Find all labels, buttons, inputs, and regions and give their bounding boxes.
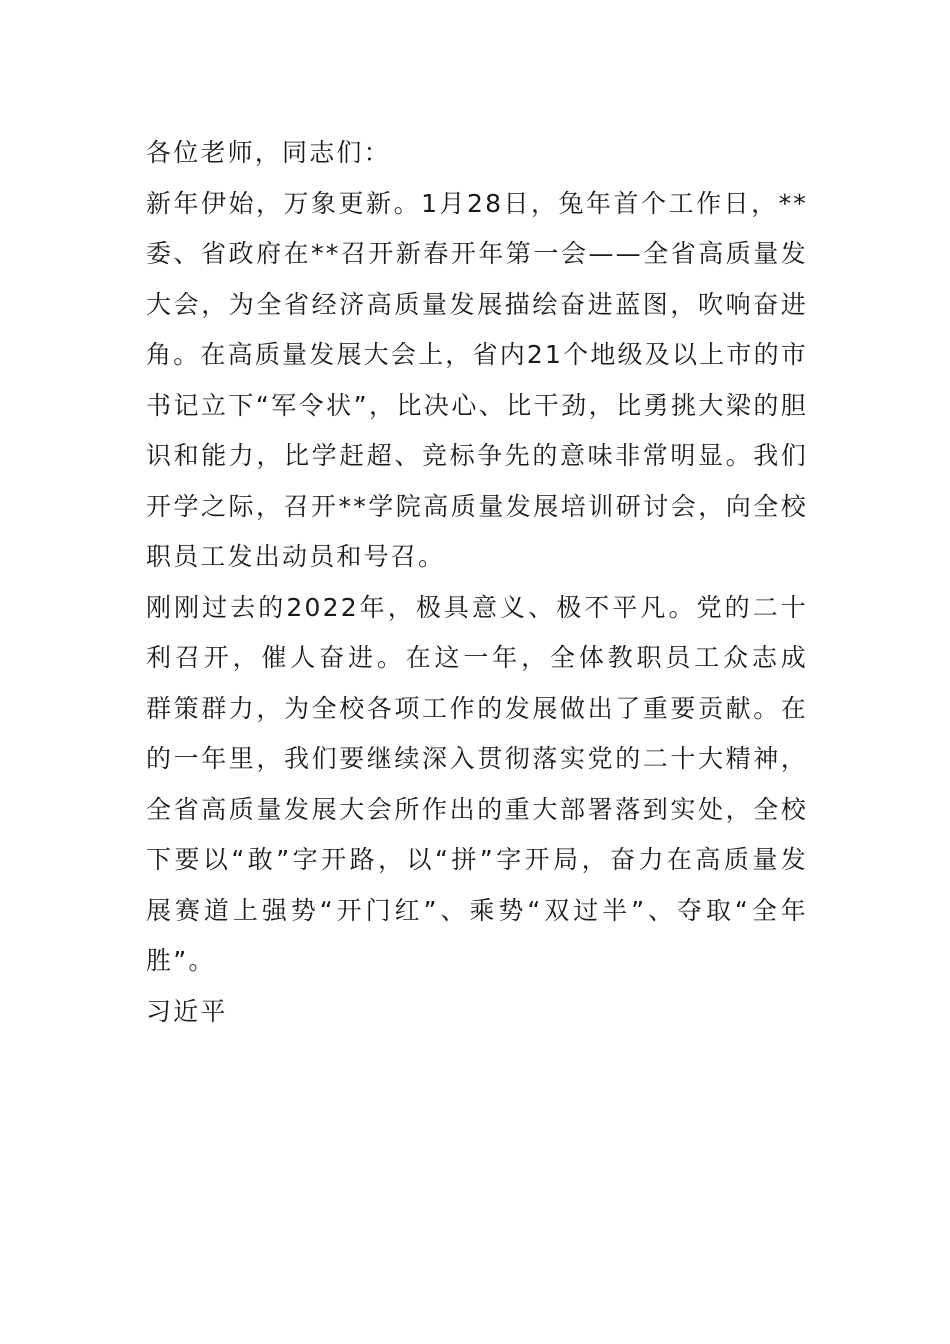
paragraph-line: 全省高质量发展大会所作出的重大部署落到实处，全校 <box>146 794 808 824</box>
paragraph-line: 展赛道上强势“开门红”、乘势“双过半”、夺取“全年 <box>146 895 808 925</box>
document-body <box>146 128 808 1037</box>
greeting-line: 各位老师，同志们： <box>146 138 391 167</box>
paragraph-line: 书记立下“军令状”，比决心、比干劲，比勇挑大梁的胆 <box>146 390 808 420</box>
paragraph-line: 角。在高质量发展大会上，省内21个地级及以上市的市 <box>146 340 808 369</box>
paragraph-1 <box>146 179 808 583</box>
paragraph-line: 下要以“敢”字开路，以“拼”字开局，奋力在高质量发 <box>146 845 808 874</box>
paragraph-2 <box>146 583 808 987</box>
paragraph-line: 大会，为全省经济高质量发展描绘奋进蓝图，吹响奋进 <box>146 289 808 319</box>
paragraph-line: 新年伊始，万象更新。1月28日，兔年首个工作日，** <box>146 188 808 218</box>
paragraph-line: 开学之际，召开**学院高质量发展培训研讨会，向全校 <box>146 491 808 521</box>
paragraph-line: 委、省政府在**召开新春开年第一会——全省高质量发 <box>146 239 808 268</box>
paragraph-line: 刚刚过去的2022年，极具意义、极不平凡。党的二十 <box>146 592 808 622</box>
paragraph-line: 群策群力，为全校各项工作的发展做出了重要贡献。在 <box>146 693 808 723</box>
paragraph-line: 胜”。 <box>146 946 216 975</box>
signature: 习近平 <box>146 996 228 1026</box>
paragraph-line: 识和能力，比学赶超、竞标争先的意味非常明显。我们 <box>146 441 808 470</box>
paragraph-line: 职员工发出动员和号召。 <box>146 542 446 571</box>
paragraph-line: 的一年里，我们要继续深入贯彻落实党的二十大精神， <box>146 744 808 773</box>
paragraph-line: 利召开，催人奋进。在这一年，全体教职员工众志成 <box>146 643 808 672</box>
